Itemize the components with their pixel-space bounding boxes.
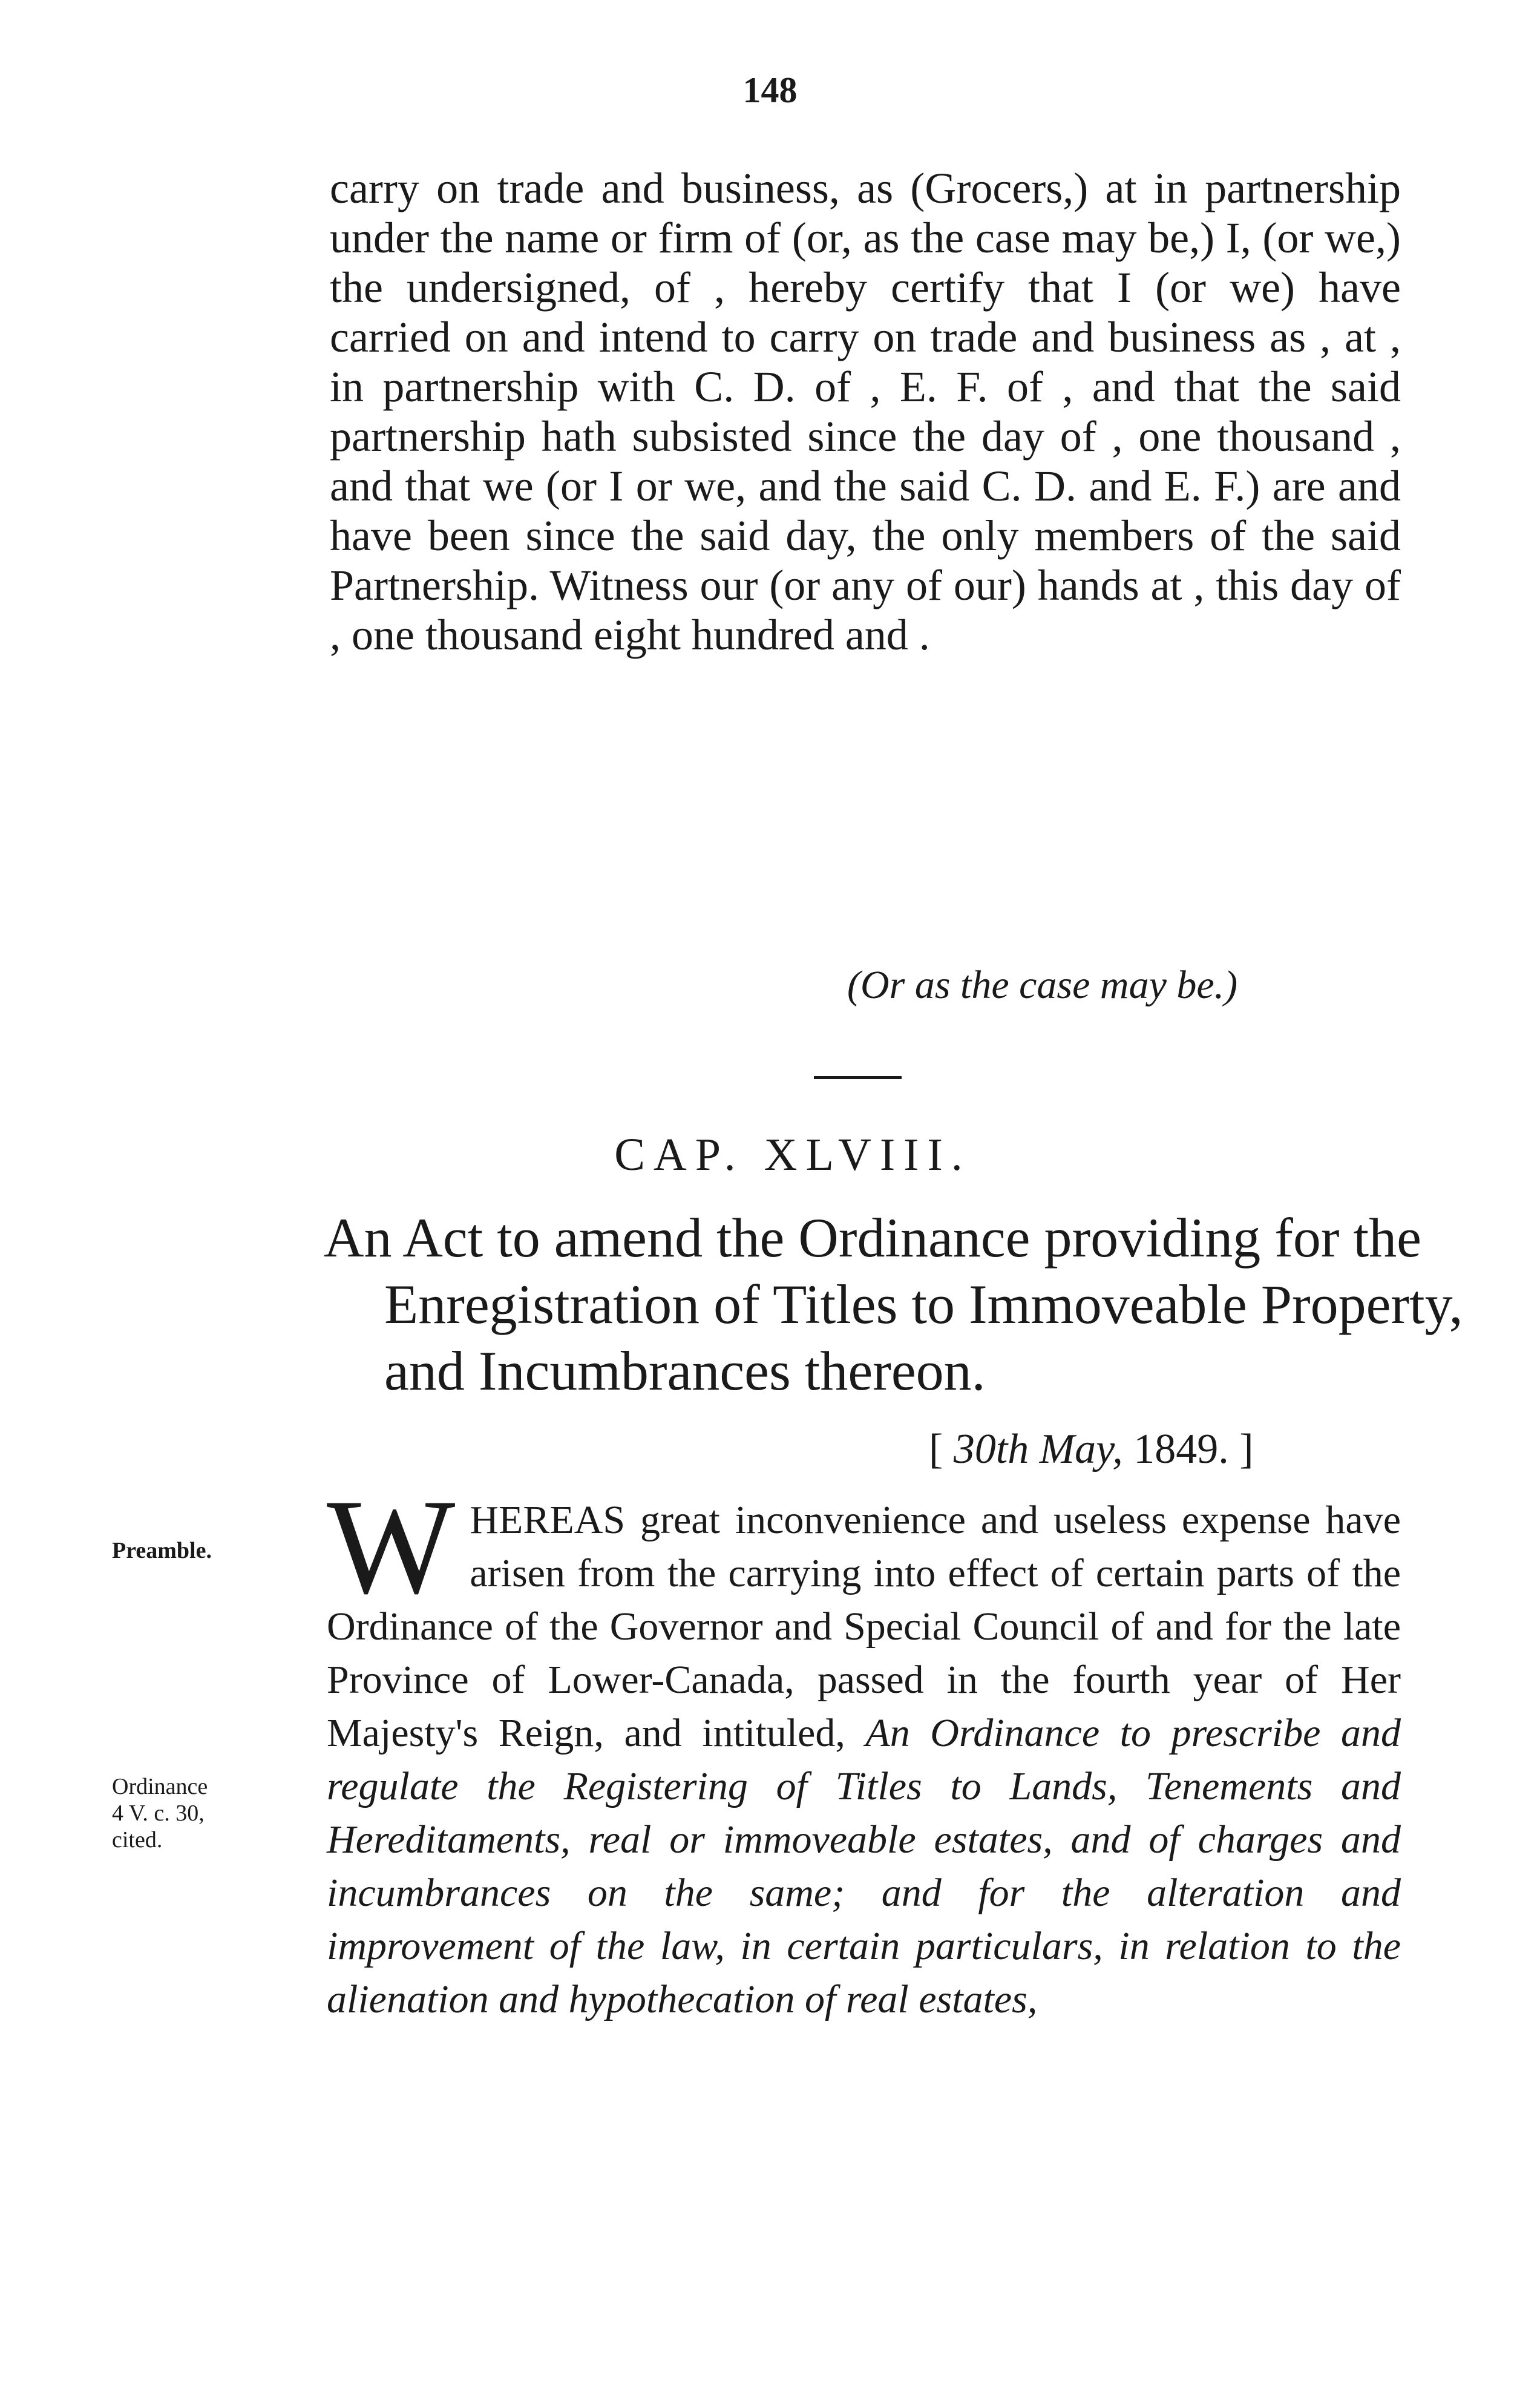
closing-note: (Or as the case may be.) xyxy=(847,963,1238,1007)
chapter-heading: CAP. XLVIII. xyxy=(614,1129,971,1180)
margin-note-preamble: Preamble. xyxy=(112,1538,212,1563)
date-rest: 1849. ] xyxy=(1122,1426,1254,1473)
margin-note-line: cited. xyxy=(112,1827,163,1853)
partnership-certificate-form xyxy=(330,163,1401,660)
cited-ordinance-title: An Ordinance to prescribe and regulate the Registering of Titles to Lands, Tenements and Hereditaments, real or immoveable estates, and of charges and incumbrances on the same; and for the alteration and improvement of the law, in certain particulars, in relation to the alienation and hypothecation of real estates, xyxy=(327,1711,1401,2021)
preamble-paragraph xyxy=(327,1471,1401,2026)
date-open: [ xyxy=(929,1426,954,1473)
margin-note-line: Ordinance xyxy=(112,1774,208,1799)
date-day: 30th May, xyxy=(953,1426,1123,1473)
section-divider xyxy=(814,1076,902,1079)
preamble-text: HEREAS great inconvenience and useless expense have arisen from the carrying into effect of certain parts of the Ordinance of the Governor and Special Council of and for the late Province of Lower-Canada, passed in the fourth year of Her Majesty's Reign, and intituled, xyxy=(327,1498,1401,1755)
form-text: carry on trade and business, as (Grocers,) at in partnership under the name or firm of (or, as the case may be,) I, (or we,) the undersigned, of , hereby certify that I (or we) have carried on and intend to carry on trade and business as , at , in partnership with C. D. of , E. F. of , and that the said partnership hath subsisted since the day of , one thousand , and that we (or I or we, and the said C. D. and E. F.) are and have been since the said day, the only members of the said Partnership. Witness our (or any of our) hands at , this day of , one thousand eight hundred and . xyxy=(330,164,1401,659)
page-number: 148 xyxy=(742,70,798,110)
act-title: An Act to amend the Ordinance providing for the Enregistration of Titles to Immoveable Property, and Incumbrances thereon. xyxy=(324,1207,1463,1402)
margin-note-ordinance-cited xyxy=(112,1773,281,1853)
margin-note-line: 4 V. c. 30, xyxy=(112,1801,205,1826)
act-date xyxy=(929,1425,1254,1474)
drop-cap: W xyxy=(327,1471,456,1622)
